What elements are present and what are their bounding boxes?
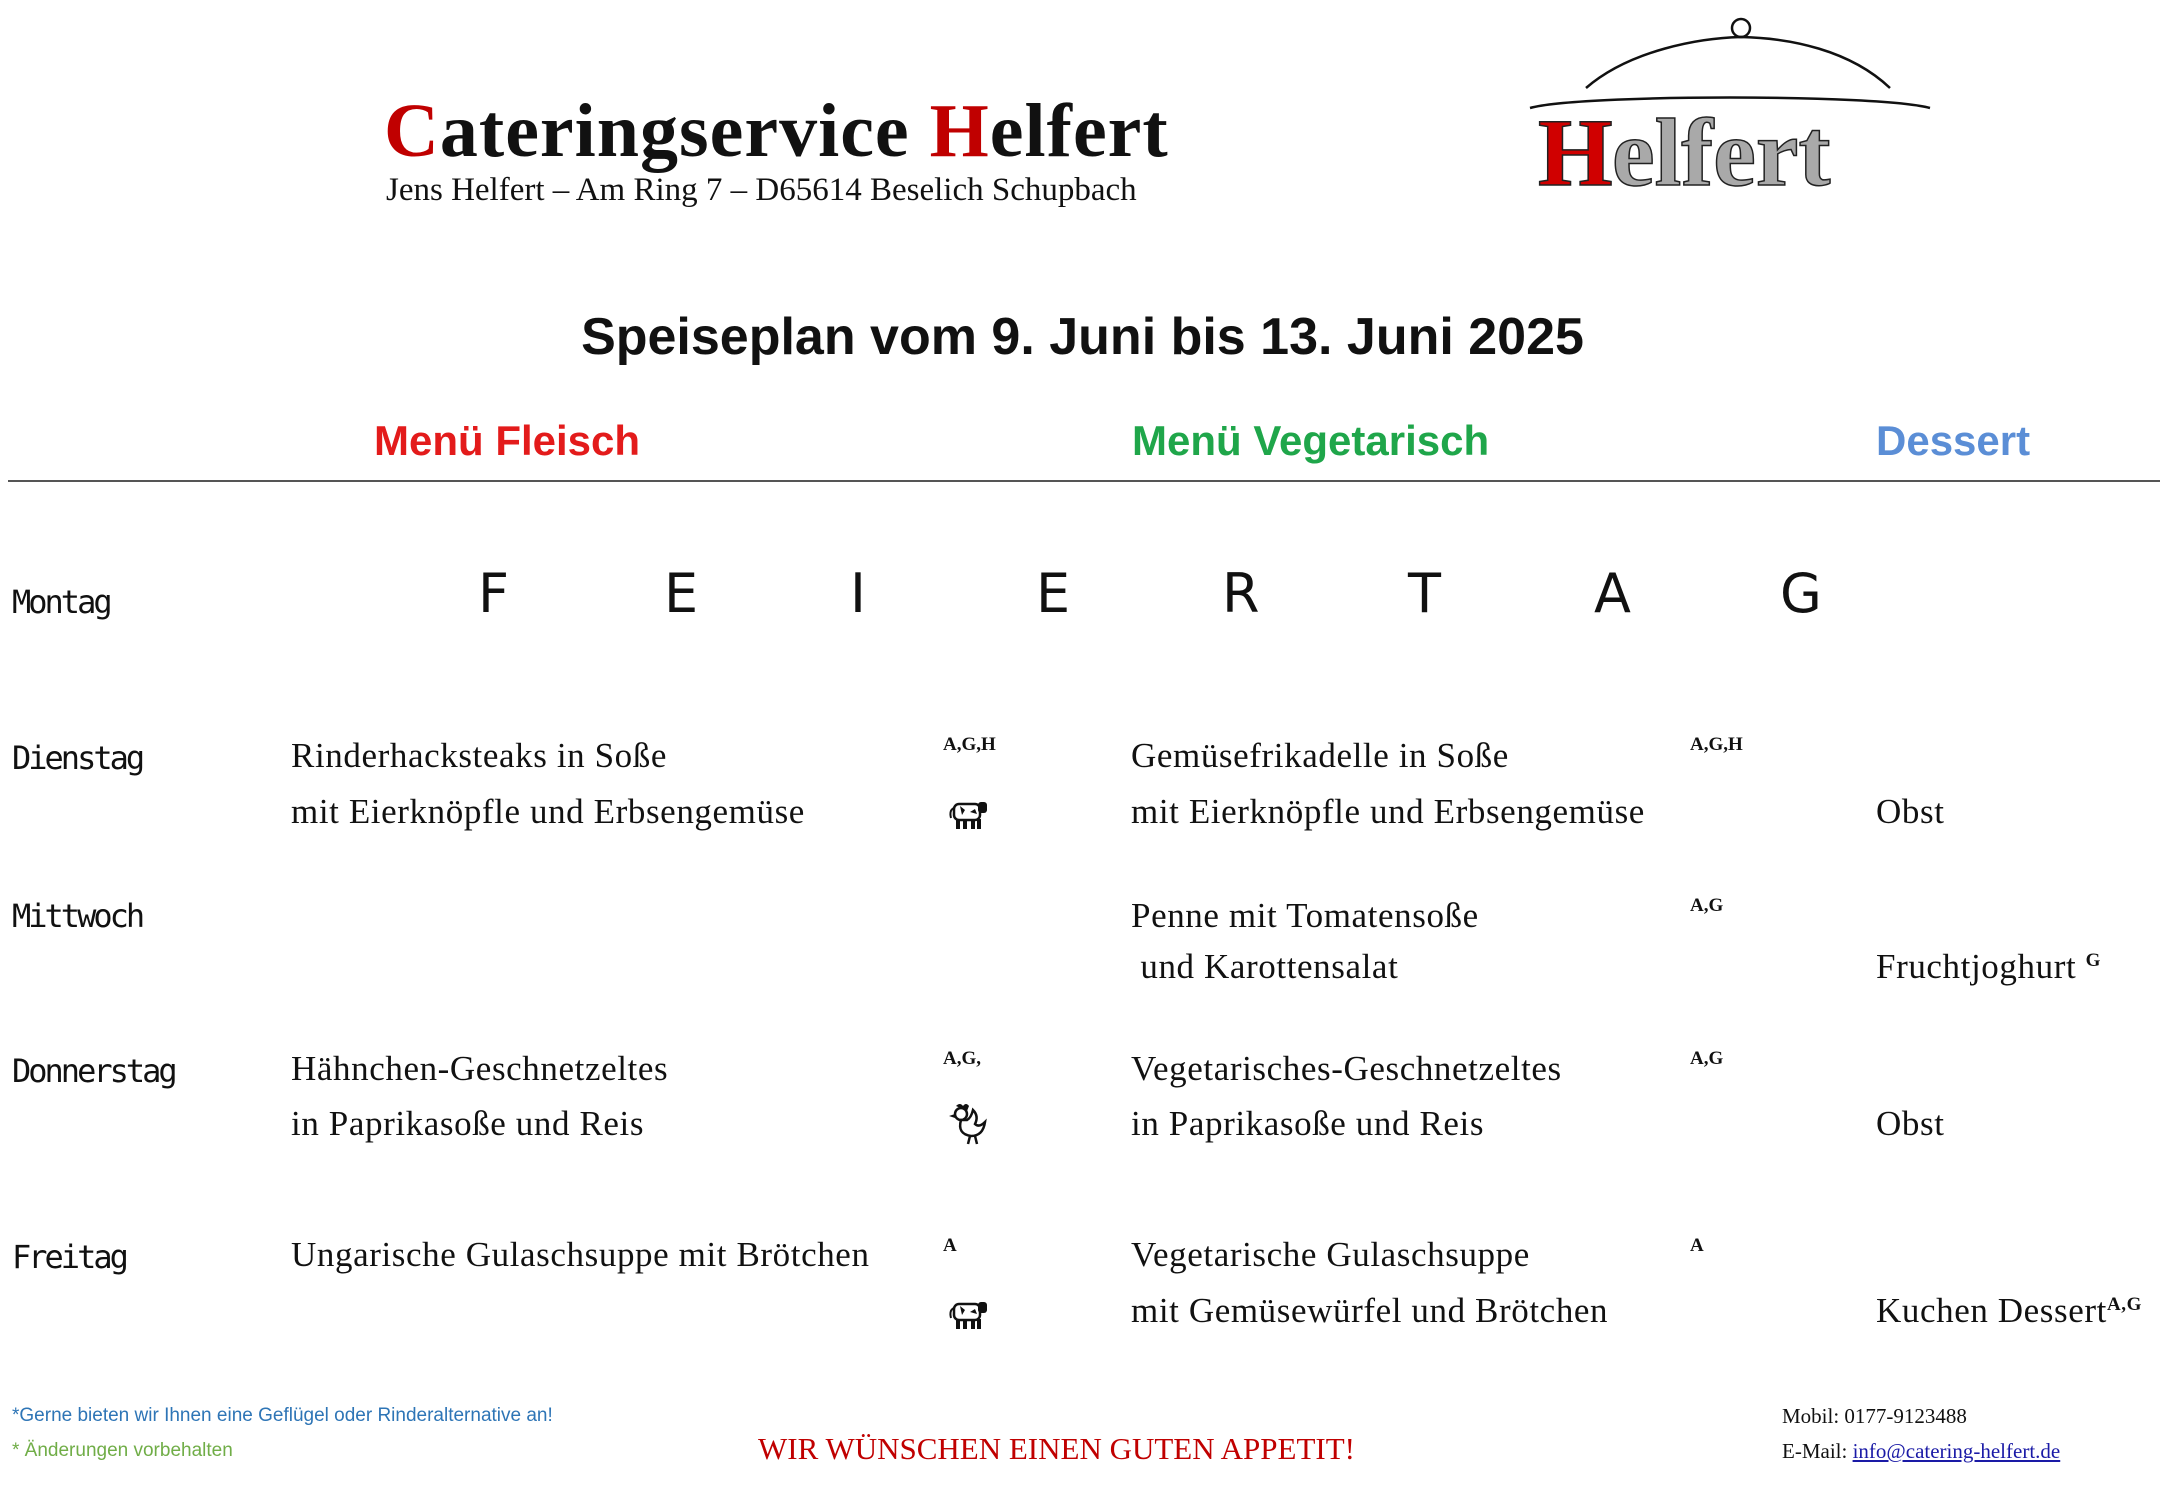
alternative-note: *Gerne bieten wir Ihnen eine Geflügel oder Rinderalternative an! [12,1405,553,1426]
wednesday-dessert-allergens: G [2085,950,2102,971]
cow-icon [946,1294,990,1334]
holiday-letter: E [664,562,699,625]
friday-dessert-allergens: A,G [2106,1294,2143,1315]
tuesday-veg-line1: Gemüsefrikadelle in Soße [1131,736,1509,775]
tuesday-dessert-text: Obst [1876,792,1945,831]
tuesday-meat-line2: mit Eierknöpfle und Erbsengemüse [291,792,805,831]
contact-mobile: Mobil: 0177-9123488 [1782,1404,1967,1428]
wednesday-dessert-text: Fruchtjoghurt [1876,947,2086,986]
helfert-logo [1520,10,1940,200]
company-initial-h: H [929,89,990,173]
thursday-meat-line2: in Paprikasoße und Reis [291,1104,645,1143]
header-meat-menu: Menü Fleisch [374,417,641,464]
day-thursday: Donnerstag [12,1052,175,1090]
tuesday-dessert [1876,790,1945,840]
tuesday-meat-line1: Rinderhacksteaks in Soße [291,736,667,775]
email-label: E-Mail: [1782,1439,1853,1463]
header-divider [8,480,2160,482]
friday-veg-line2: mit Gemüsewürfel und Brötchen [1131,1291,1609,1330]
friday-dessert [1876,1289,2142,1339]
thursday-veg-line1: Vegetarisches-Geschnetzeltes [1131,1049,1562,1088]
holiday-letter: I [850,562,866,625]
day-wednesday: Mittwoch [12,897,143,935]
holiday-letter: A [1594,562,1631,625]
logo-rest: elfert [1612,99,1831,200]
company-address: Jens Helfert – Am Ring 7 – D65614 Beselich Schupbach [386,172,1137,208]
changes-note: * Änderungen vorbehalten [12,1440,233,1461]
tuesday-meat-allergens: A,G,H [943,734,996,755]
thursday-dessert-text: Obst [1876,1104,1945,1143]
tuesday-veg-allergens: A,G,H [1690,734,1743,755]
chicken-icon [946,1100,990,1146]
friday-meat-line1: Ungarische Gulaschsuppe mit Brötchen [291,1235,870,1274]
wednesday-veg-line2: und Karottensalat [1131,947,1399,986]
company-name [384,86,1169,176]
friday-veg-allergens: A [1690,1235,1704,1256]
holiday-letter: F [478,562,510,625]
friday-meat-allergens: A [943,1235,957,1256]
holiday-letter: G [1780,562,1822,625]
day-tuesday: Dienstag [12,739,143,777]
thursday-dessert [1876,1102,1945,1152]
email-link[interactable]: info@catering-helfert.de [1852,1439,2061,1463]
wednesday-dessert [1876,945,2101,995]
thursday-veg-allergens: A,G [1690,1048,1724,1069]
holiday-letter: T [1408,562,1441,625]
thursday-veg-line2: in Paprikasoße und Reis [1131,1104,1485,1143]
cloche-dome [1586,37,1890,88]
tuesday-veg-line2: mit Eierknöpfle und Erbsengemüse [1131,792,1645,831]
day-monday: Montag [12,583,110,621]
thursday-meat-allergens: A,G, [943,1048,981,1069]
appetit-message: WIR WÜNSCHEN EINEN GUTEN APPETIT! [758,1431,1355,1466]
holiday-letter: E [1036,562,1071,625]
cloche-handle [1732,19,1750,37]
wednesday-veg-line1: Penne mit Tomatensoße [1131,896,1479,935]
friday-dessert-text: Kuchen Dessert [1876,1291,2107,1330]
day-friday: Freitag [12,1238,126,1276]
logo-initial: H [1538,99,1613,200]
wednesday-veg-allergens: A,G [1690,895,1724,916]
thursday-meat-line1: Hähnchen-Geschnetzeltes [291,1049,669,1088]
company-initial-c: C [384,89,440,173]
menu-title: Speiseplan vom 9. Juni bis 13. Juni 2025 [581,308,1584,366]
header-dessert: Dessert [1876,417,2031,464]
friday-veg-line1: Vegetarische Gulaschsuppe [1131,1235,1530,1274]
company-name-part1: ateringservice [439,89,930,173]
holiday-letter: R [1222,562,1260,625]
contact-email [1782,1438,2060,1464]
company-name-part2: elfert [989,89,1169,173]
cow-icon [946,794,990,834]
header-vegetarian-menu: Menü Vegetarisch [1132,417,1490,464]
